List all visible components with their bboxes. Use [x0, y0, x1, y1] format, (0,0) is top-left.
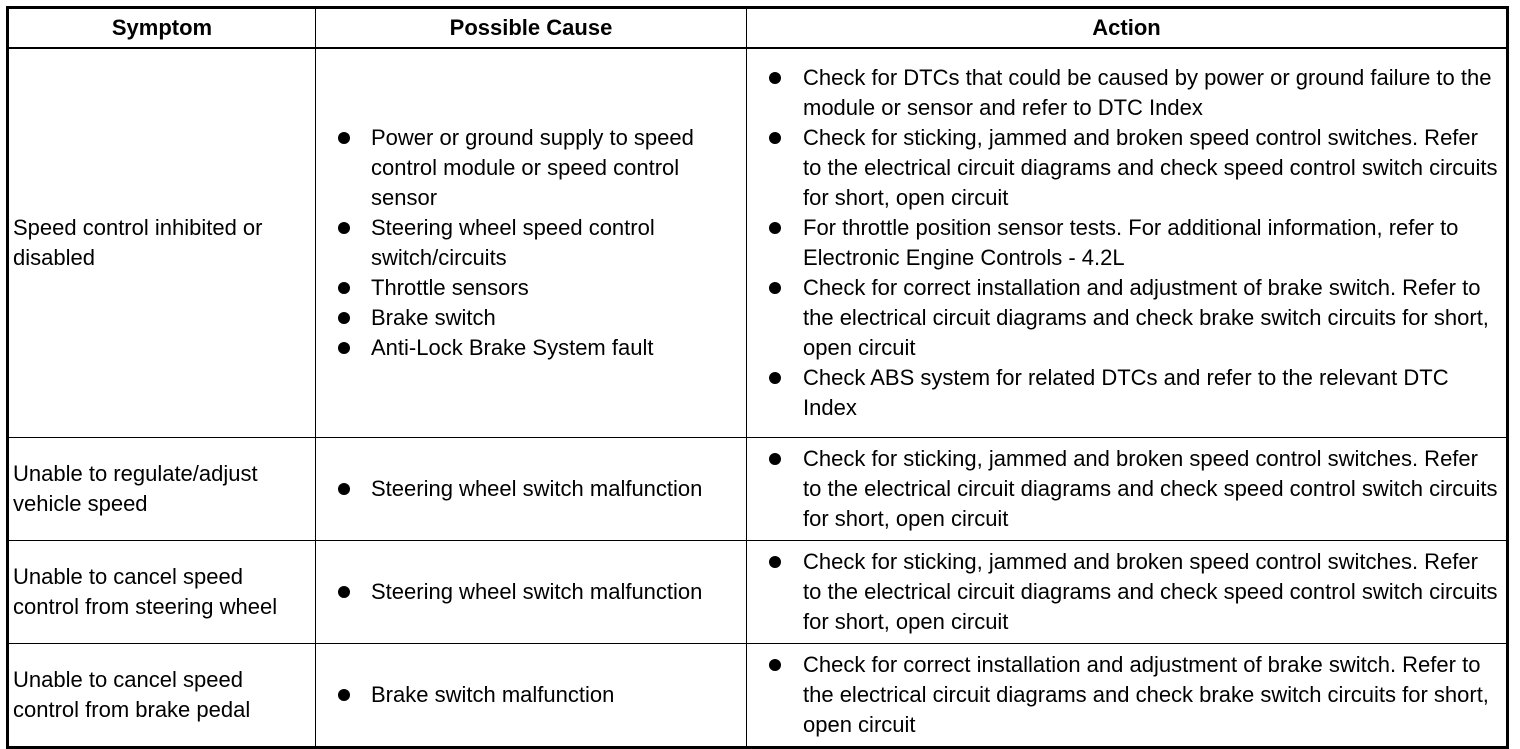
header-action: Action — [747, 8, 1508, 49]
list-item: Check ABS system for related DTCs and refer to the relevant DTC Index — [751, 363, 1502, 423]
symptom-cell: Unable to regulate/adjust vehicle speed — [8, 438, 316, 541]
symptom-cell: Unable to cancel speed control from brake pedal — [8, 644, 316, 748]
list-item: Check for sticking, jammed and broken speed control switches. Refer to the electrical circuit diagrams and check speed control switch circuits for short, open circuit — [751, 444, 1502, 534]
symptom-cell: Unable to cancel speed control from steering wheel — [8, 541, 316, 644]
list-item: Check for correct installation and adjustment of brake switch. Refer to the electrical circuit diagrams and check brake switch circuits for short, open circuit — [751, 650, 1502, 740]
cause-list — [320, 680, 742, 710]
list-item: Anti-Lock Brake System fault — [320, 333, 742, 363]
action-list — [751, 63, 1502, 423]
header-symptom: Symptom — [8, 8, 316, 49]
list-item: Throttle sensors — [320, 273, 742, 303]
list-item: Check for sticking, jammed and broken speed control switches. Refer to the electrical circuit diagrams and check speed control switch circuits for short, open circuit — [751, 123, 1502, 213]
action-cell — [747, 438, 1508, 541]
list-item: Brake switch — [320, 303, 742, 333]
action-cell — [747, 644, 1508, 748]
list-item: Check for DTCs that could be caused by power or ground failure to the module or sensor and refer to DTC Index — [751, 63, 1502, 123]
header-possible-cause: Possible Cause — [316, 8, 747, 49]
list-item: Power or ground supply to speed control module or speed control sensor — [320, 123, 742, 213]
cause-list — [320, 474, 742, 504]
cause-cell — [316, 644, 747, 748]
action-cell — [747, 541, 1508, 644]
symptom-chart-table — [6, 6, 1509, 749]
cause-list — [320, 123, 742, 363]
list-item: Check for correct installation and adjustment of brake switch. Refer to the electrical circuit diagrams and check brake switch circuits for short, open circuit — [751, 273, 1502, 363]
list-item: Brake switch malfunction — [320, 680, 742, 710]
action-list — [751, 444, 1502, 534]
list-item: Steering wheel switch malfunction — [320, 474, 742, 504]
table-row — [8, 48, 1508, 438]
table-row — [8, 644, 1508, 748]
list-item: For throttle position sensor tests. For additional information, refer to Electronic Engine Controls - 4.2L — [751, 213, 1502, 273]
table-row — [8, 541, 1508, 644]
cause-list — [320, 577, 742, 607]
action-list — [751, 547, 1502, 637]
action-list — [751, 650, 1502, 740]
cause-cell — [316, 48, 747, 438]
table-row — [8, 438, 1508, 541]
diagnosis-table-container — [6, 6, 1506, 749]
list-item: Steering wheel speed control switch/circuits — [320, 213, 742, 273]
header-row — [8, 8, 1508, 49]
cause-cell — [316, 541, 747, 644]
list-item: Check for sticking, jammed and broken speed control switches. Refer to the electrical circuit diagrams and check speed control switch circuits for short, open circuit — [751, 547, 1502, 637]
list-item: Steering wheel switch malfunction — [320, 577, 742, 607]
symptom-cell: Speed control inhibited or disabled — [8, 48, 316, 438]
action-cell — [747, 48, 1508, 438]
cause-cell — [316, 438, 747, 541]
